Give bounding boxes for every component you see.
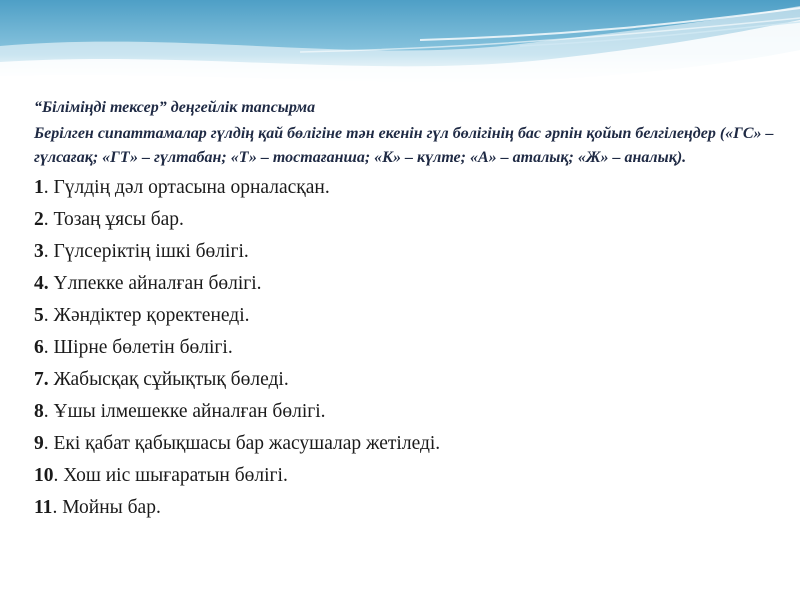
question-number: 1: [34, 177, 44, 198]
question-text: . Шірне бөлетін бөлігі.: [43, 337, 233, 358]
question-number: 5: [34, 305, 44, 326]
question-text: . Гүлсеріктің ішкі бөлігі.: [43, 241, 249, 262]
question-item: [34, 492, 774, 524]
question-item: [34, 332, 774, 364]
task-instruction: Берілген сипаттамалар гүлдің қай бөлігіне тән екенін гүл бөлігінің бас әрпін қойып белгілеңдер («ГС» – гүлсағақ; «ГТ» – гүлтабан; «Т» – тостағанша; «К» – күлте; «А» – аталық; «Ж» – аналық).: [34, 125, 774, 166]
question-item: [34, 300, 774, 332]
question-text: . Тозаң ұясы бар.: [43, 209, 184, 230]
question-text: . Хош иіс шығаратын бөлігі.: [53, 465, 288, 486]
question-text: . Гүлдің дәл ортасына орналасқан.: [43, 177, 330, 198]
question-text: . Жәндіктер қоректенеді.: [43, 305, 250, 326]
question-text: . Ұшы ілмешекке айналған бөлігі.: [43, 401, 326, 422]
question-text: Жабысқақ сұйықтық бөледі.: [48, 369, 289, 390]
question-text: . Мойны бар.: [52, 497, 161, 518]
top-wave-decoration: [0, 0, 800, 100]
question-list: [34, 172, 774, 524]
question-number: 3: [34, 241, 44, 262]
question-number: 6: [34, 337, 44, 358]
question-number: 7.: [34, 369, 49, 390]
task-title: “Біліміңді тексер” деңгейлік тапсырма: [34, 99, 316, 116]
question-text: . Екі қабат қабықшасы бар жасушалар жетіледі.: [43, 433, 441, 454]
question-number: 4.: [34, 273, 49, 294]
question-number: 11: [34, 497, 53, 518]
question-number: 10: [34, 465, 54, 486]
question-number: 8: [34, 401, 44, 422]
question-item: [34, 236, 774, 268]
question-item: [34, 428, 774, 460]
question-text: Үлпекке айналған бөлігі.: [48, 273, 262, 294]
question-item: [34, 204, 774, 236]
question-item: [34, 396, 774, 428]
question-number: 2: [34, 209, 44, 230]
question-item: [34, 460, 774, 492]
slide-content: [34, 96, 774, 524]
question-item: [34, 364, 774, 396]
question-item: [34, 268, 774, 300]
question-number: 9: [34, 433, 44, 454]
question-item: [34, 172, 774, 204]
